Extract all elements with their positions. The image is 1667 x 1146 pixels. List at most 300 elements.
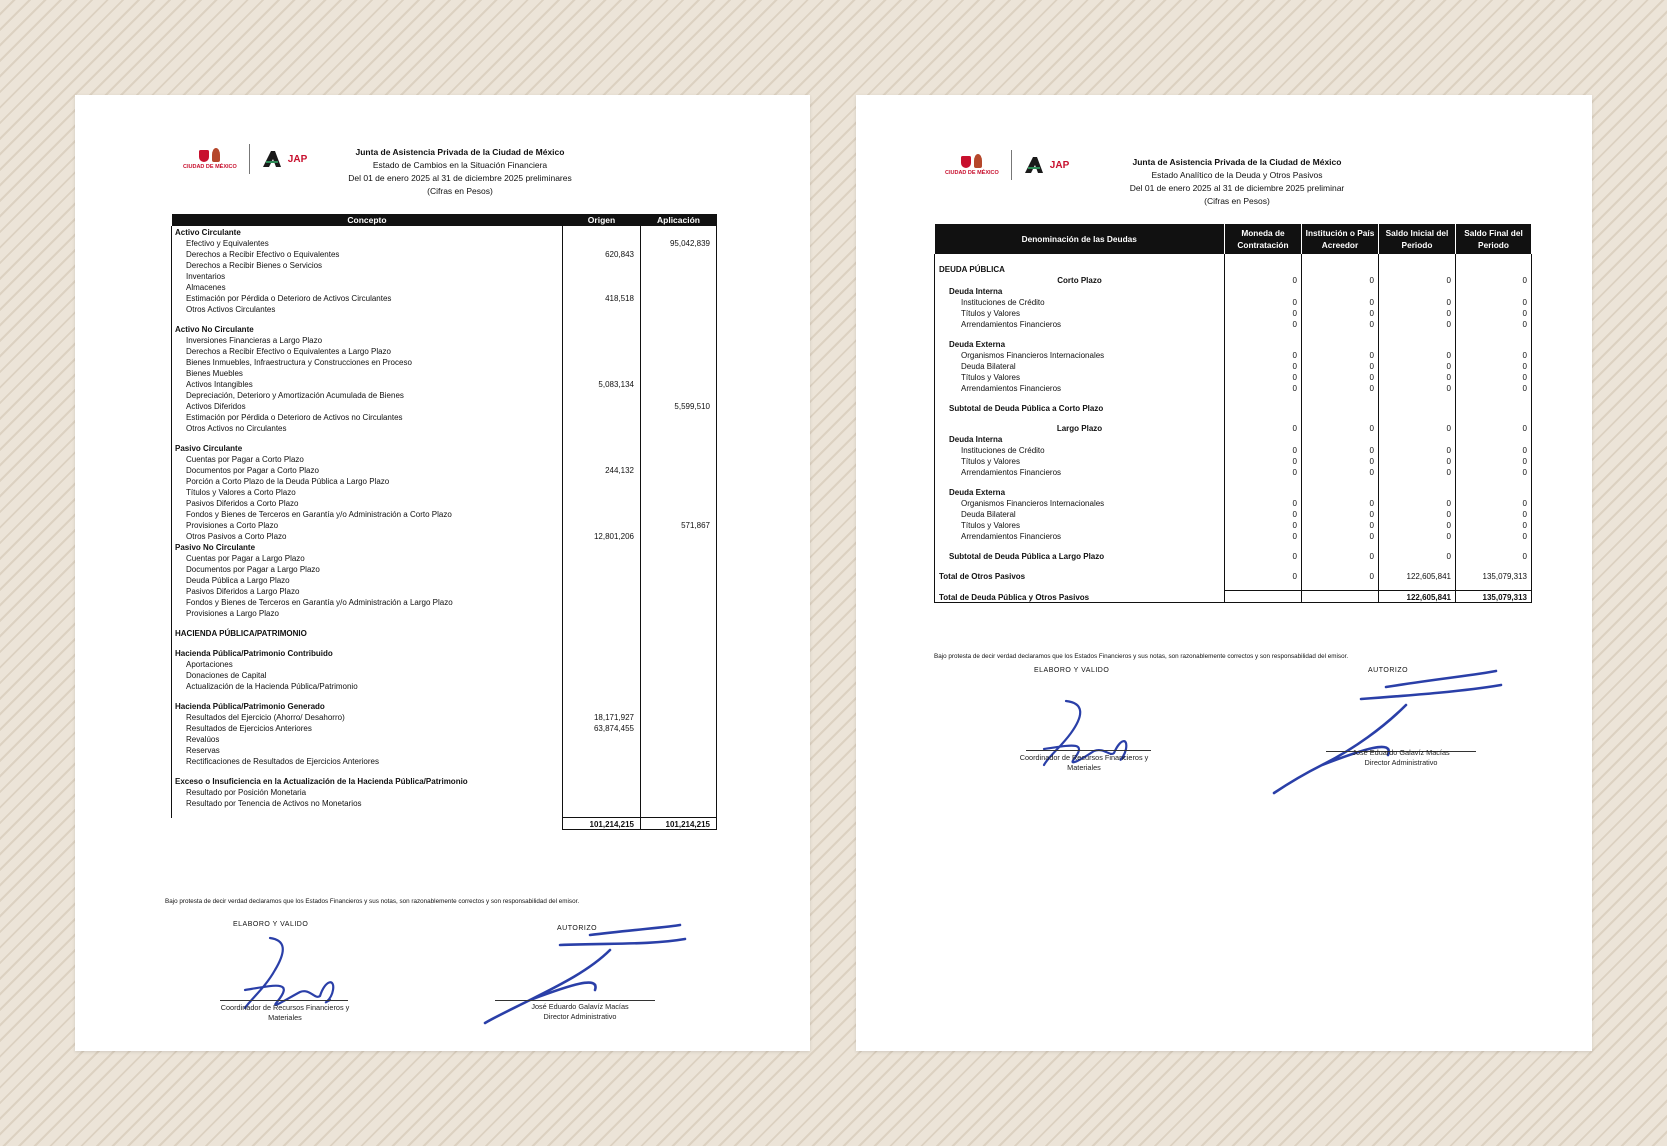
denomination-label: Organismos Financieros Internacionales [935, 349, 1225, 360]
gap-cell [172, 433, 563, 442]
origen-value [563, 596, 641, 607]
moneda-value [1225, 254, 1302, 263]
origen-value [563, 303, 641, 314]
saldo-final-value: 0 [1456, 318, 1532, 329]
origen-value [563, 237, 641, 248]
origen-value: 5,083,134 [563, 378, 641, 389]
saldo-inicial-value [1379, 263, 1456, 274]
origen-value [563, 389, 641, 400]
table-row [172, 596, 717, 607]
saldo-inicial-value [1379, 329, 1456, 338]
denomination-label: Subtotal de Deuda Pública a Corto Plazo [935, 402, 1225, 413]
concept-label: Resultado por Tenencia de Activos no Monetarios [172, 797, 563, 808]
gap-cell [641, 314, 717, 323]
signer-2-role: Director Administrativo [543, 1012, 617, 1021]
aplicacion-value [641, 786, 717, 797]
table-row [935, 519, 1532, 530]
aplicacion-value [641, 442, 717, 453]
signer-1-title-2-right: Materiales [1067, 763, 1101, 772]
aplicacion-value [641, 658, 717, 669]
saldo-inicial-value [1379, 402, 1456, 413]
section-heading: Activo No Circulante [172, 323, 563, 334]
signature-label-autorizo: AUTORIZO [557, 925, 598, 932]
signer-2-name [505, 1002, 655, 1022]
table-row [935, 254, 1532, 263]
saldo-final-value [1456, 329, 1532, 338]
institucion-value: 0 [1302, 508, 1379, 519]
table-row [935, 285, 1532, 296]
concept-label: Depreciación, Deterioro y Amortización Acumulada de Bienes [172, 389, 563, 400]
denomination-label: Títulos y Valores [935, 371, 1225, 382]
table-row [172, 464, 717, 475]
saldo-final-value: 135,079,313 [1456, 570, 1532, 581]
table-row [172, 433, 717, 442]
origen-value [563, 497, 641, 508]
table-row [935, 329, 1532, 338]
table-row [935, 274, 1532, 285]
moneda-value: 0 [1225, 318, 1302, 329]
denomination-label [935, 254, 1225, 263]
signature-label-autorizo-right: AUTORIZO [1368, 667, 1409, 674]
moneda-value: 0 [1225, 455, 1302, 466]
table-row [172, 669, 717, 680]
institucion-value [1302, 477, 1379, 486]
org-name: Junta de Asistencia Privada de la Ciudad de México [355, 147, 565, 157]
aplicacion-value [641, 248, 717, 259]
aplicacion-value [641, 530, 717, 541]
moneda-value [1225, 393, 1302, 402]
origen-value: 63,874,455 [563, 722, 641, 733]
cdmx-logo-text-right: CIUDAD DE MÉXICO [945, 170, 999, 176]
table-row [935, 444, 1532, 455]
concept-label: Derechos a Recibir Efectivo o Equivalentes a Largo Plazo [172, 345, 563, 356]
denomination-label: Deuda Interna [935, 285, 1225, 296]
gap-cell [641, 638, 717, 647]
saldo-inicial-value [1379, 433, 1456, 444]
concept-label: Cuentas por Pagar a Largo Plazo [172, 552, 563, 563]
origen-value [563, 552, 641, 563]
denomination-label [935, 541, 1225, 550]
saldo-final-value: 0 [1456, 349, 1532, 360]
saldo-inicial-value [1379, 486, 1456, 497]
origen-value [563, 323, 641, 334]
denomination-label: Deuda Interna [935, 433, 1225, 444]
moneda-value [1225, 477, 1302, 486]
origen-value [563, 647, 641, 658]
table-row [172, 552, 717, 563]
concept-label: Pasivos Diferidos a Corto Plazo [172, 497, 563, 508]
table-row [935, 591, 1532, 603]
table-row [935, 371, 1532, 382]
statement-title: Estado de Cambios en la Situación Financiera [372, 160, 548, 170]
denomination-label: Subtotal de Deuda Pública a Largo Plazo [935, 550, 1225, 561]
col-header-origen: Origen [563, 214, 641, 226]
table-row [172, 345, 717, 356]
table-row [172, 574, 717, 585]
concept-label: Títulos y Valores a Corto Plazo [172, 486, 563, 497]
moneda-value [1225, 263, 1302, 274]
aplicacion-value [641, 711, 717, 722]
saldo-final-value: 135,079,313 [1456, 591, 1532, 603]
denomination-label: Instituciones de Crédito [935, 296, 1225, 307]
saldo-final-value: 0 [1456, 360, 1532, 371]
denomination-label: Arrendamientos Financieros [935, 382, 1225, 393]
origen-value [563, 607, 641, 618]
saldo-inicial-value: 0 [1379, 360, 1456, 371]
signature-icon-4 [1266, 665, 1506, 795]
section-heading: Pasivo Circulante [172, 442, 563, 453]
table-row [172, 755, 717, 766]
table-row [935, 550, 1532, 561]
aplicacion-value [641, 508, 717, 519]
table-row [935, 413, 1532, 422]
denomination-label [935, 393, 1225, 402]
table-row [172, 711, 717, 722]
denomination-label [935, 329, 1225, 338]
concept-label: Inversiones Financieras a Largo Plazo [172, 334, 563, 345]
origen-value [563, 563, 641, 574]
saldo-final-value: 0 [1456, 422, 1532, 433]
origen-value: 18,171,927 [563, 711, 641, 722]
saldo-inicial-value: 0 [1379, 466, 1456, 477]
concept-label: Activos Intangibles [172, 378, 563, 389]
aplicacion-value [641, 464, 717, 475]
denomination-label: Títulos y Valores [935, 455, 1225, 466]
moneda-value [1225, 561, 1302, 570]
denomination-label: Títulos y Valores [935, 307, 1225, 318]
concept-label: Resultados de Ejercicios Anteriores [172, 722, 563, 733]
saldo-inicial-value: 0 [1379, 307, 1456, 318]
statement-units: (Cifras en Pesos) [427, 186, 493, 196]
saldo-inicial-value: 122,605,841 [1379, 591, 1456, 603]
denomination-label: Total de Otros Pasivos [935, 570, 1225, 581]
concept-label: Activos Diferidos [172, 400, 563, 411]
denomination-label: Organismos Financieros Internacionales [935, 497, 1225, 508]
saldo-inicial-value: 0 [1379, 550, 1456, 561]
aplicacion-value: 95,042,839 [641, 237, 717, 248]
table-row [935, 393, 1532, 402]
table-row [935, 307, 1532, 318]
table-row [935, 508, 1532, 519]
origen-value [563, 411, 641, 422]
concept-label: Provisiones a Corto Plazo [172, 519, 563, 530]
statement-title-right: Estado Analítico de la Deuda y Otros Pasivos [1151, 170, 1323, 180]
saldo-final-value: 0 [1456, 455, 1532, 466]
denomination-label [935, 561, 1225, 570]
table-row [935, 338, 1532, 349]
origen-value [563, 345, 641, 356]
gap-cell [641, 691, 717, 700]
table-row [172, 442, 717, 453]
concept-label: Resultados del Ejercicio (Ahorro/ Desahorro) [172, 711, 563, 722]
col-header-aplicacion: Aplicación [641, 214, 717, 226]
table-row [172, 700, 717, 711]
institucion-value [1302, 329, 1379, 338]
moneda-value [1225, 413, 1302, 422]
institucion-value [1302, 393, 1379, 402]
declaration-text: Bajo protesta de decir verdad declaramos que los Estados Financieros y sus notas, son razonablemente correctos y son responsabilidad del emisor. [165, 898, 580, 905]
signer-2-role-right: Director Administrativo [1364, 758, 1438, 767]
table-row [172, 627, 717, 638]
moneda-value: 0 [1225, 296, 1302, 307]
saldo-inicial-value [1379, 254, 1456, 263]
institucion-value: 0 [1302, 530, 1379, 541]
table-row [172, 314, 717, 323]
saldo-final-value [1456, 541, 1532, 550]
gap-cell [172, 638, 563, 647]
table-row [172, 563, 717, 574]
moneda-value: 0 [1225, 530, 1302, 541]
debt-statement-page-right [856, 95, 1592, 1051]
moneda-value [1225, 581, 1302, 591]
origen-value: 12,801,206 [563, 530, 641, 541]
totals-row [172, 818, 717, 830]
table-row [172, 541, 717, 552]
concept-label: Cuentas por Pagar a Corto Plazo [172, 453, 563, 464]
saldo-inicial-value [1379, 338, 1456, 349]
gap-cell [172, 691, 563, 700]
gap-cell [563, 433, 641, 442]
table-row [172, 453, 717, 464]
origen-value: 418,518 [563, 292, 641, 303]
total-origen: 101,214,215 [563, 818, 641, 830]
concept-label: Porción a Corto Plazo de la Deuda Pública a Largo Plazo [172, 475, 563, 486]
institucion-value: 0 [1302, 519, 1379, 530]
origen-value [563, 658, 641, 669]
origen-value [563, 400, 641, 411]
institucion-value: 0 [1302, 455, 1379, 466]
saldo-inicial-value: 0 [1379, 318, 1456, 329]
table-row [935, 402, 1532, 413]
concept-label: Efectivo y Equivalentes [172, 237, 563, 248]
aplicacion-value [641, 281, 717, 292]
origen-value [563, 797, 641, 808]
saldo-inicial-value [1379, 541, 1456, 550]
denomination-label: Deuda Externa [935, 338, 1225, 349]
header-logos [183, 144, 307, 174]
table-row [172, 281, 717, 292]
origen-value [563, 367, 641, 378]
aplicacion-value [641, 680, 717, 691]
table-row [935, 497, 1532, 508]
concept-label: Fondos y Bienes de Terceros en Garantía y/o Administración a Corto Plazo [172, 508, 563, 519]
col-header-denominacion: Denominación de las Deudas [935, 224, 1225, 254]
aplicacion-value [641, 378, 717, 389]
aplicacion-value [641, 497, 717, 508]
institucion-value: 0 [1302, 318, 1379, 329]
table-row [172, 378, 717, 389]
statement-period: Del 01 de enero 2025 al 31 de diciembre 2025 preliminares [348, 173, 572, 183]
concept-label: Deuda Pública a Largo Plazo [172, 574, 563, 585]
table-row [935, 318, 1532, 329]
aplicacion-value [641, 422, 717, 433]
signer-2-fullname-right: José Eduardo Galavíz Macías [1352, 748, 1450, 757]
aplicacion-value [641, 303, 717, 314]
moneda-value: 0 [1225, 508, 1302, 519]
saldo-inicial-value: 0 [1379, 274, 1456, 285]
table-row [172, 775, 717, 786]
concept-label: Documentos por Pagar a Corto Plazo [172, 464, 563, 475]
header-logos-right [945, 150, 1069, 180]
saldo-final-value: 0 [1456, 519, 1532, 530]
concept-label: Donaciones de Capital [172, 669, 563, 680]
aplicacion-value [641, 292, 717, 303]
institucion-value [1302, 285, 1379, 296]
moneda-value: 0 [1225, 570, 1302, 581]
statement-header-right [1092, 156, 1382, 208]
aplicacion-value [641, 797, 717, 808]
moneda-value: 0 [1225, 274, 1302, 285]
jap-logo-icon [262, 150, 282, 168]
moneda-value: 0 [1225, 307, 1302, 318]
table-row [935, 561, 1532, 570]
gap-cell [563, 808, 641, 818]
moneda-value [1225, 591, 1302, 603]
institucion-value: 0 [1302, 466, 1379, 477]
statement-period-right: Del 01 de enero 2025 al 31 de diciembre 2025 preliminar [1129, 183, 1345, 193]
saldo-final-value [1456, 254, 1532, 263]
origen-value [563, 259, 641, 270]
section-heading: Pasivo No Circulante [172, 541, 563, 552]
table-row [172, 585, 717, 596]
origen-value [563, 669, 641, 680]
concept-label: Otros Activos Circulantes [172, 303, 563, 314]
moneda-value: 0 [1225, 466, 1302, 477]
table-row [172, 367, 717, 378]
section-heading: Activo Circulante [172, 226, 563, 237]
jap-logo-text-right: JAP [1049, 159, 1070, 171]
financial-statement-page-left [75, 95, 810, 1051]
table-row [172, 786, 717, 797]
aplicacion-value [641, 647, 717, 658]
gap-cell [641, 766, 717, 775]
table-row [172, 658, 717, 669]
concept-label: Otros Activos no Circulantes [172, 422, 563, 433]
saldo-inicial-value: 0 [1379, 382, 1456, 393]
table-row [172, 744, 717, 755]
aplicacion-value [641, 627, 717, 638]
table-row [935, 422, 1532, 433]
institucion-value [1302, 581, 1379, 591]
aplicacion-value [641, 334, 717, 345]
concept-label: Reservas [172, 744, 563, 755]
gap-cell [641, 433, 717, 442]
concept-label: Derechos a Recibir Bienes o Servicios [172, 259, 563, 270]
denomination-label: Arrendamientos Financieros [935, 318, 1225, 329]
moneda-value [1225, 402, 1302, 413]
aplicacion-value [641, 755, 717, 766]
aplicacion-value [641, 574, 717, 585]
table-row [172, 475, 717, 486]
jap-logo-text: JAP [287, 153, 308, 165]
origen-value [563, 475, 641, 486]
origen-value [563, 775, 641, 786]
section-heading: Hacienda Pública/Patrimonio Contribuido [172, 647, 563, 658]
moneda-value: 0 [1225, 360, 1302, 371]
concept-label: Aportaciones [172, 658, 563, 669]
moneda-value: 0 [1225, 371, 1302, 382]
origen-value [563, 486, 641, 497]
table-row [172, 356, 717, 367]
gap-cell [563, 638, 641, 647]
institucion-value [1302, 541, 1379, 550]
denomination-label: Deuda Bilateral [935, 360, 1225, 371]
saldo-final-value: 0 [1456, 497, 1532, 508]
denomination-label [935, 581, 1225, 591]
table-row [172, 400, 717, 411]
origen-value [563, 755, 641, 766]
aplicacion-value [641, 585, 717, 596]
total-aplicacion: 101,214,215 [641, 818, 717, 830]
table-row [172, 486, 717, 497]
denomination-label: Títulos y Valores [935, 519, 1225, 530]
concept-label: Actualización de la Hacienda Pública/Patrimonio [172, 680, 563, 691]
aplicacion-value [641, 345, 717, 356]
saldo-final-value: 0 [1456, 466, 1532, 477]
aplicacion-value [641, 486, 717, 497]
table-row [935, 541, 1532, 550]
origen-value [563, 270, 641, 281]
saldo-inicial-value [1379, 413, 1456, 422]
saldo-inicial-value [1379, 561, 1456, 570]
moneda-value: 0 [1225, 497, 1302, 508]
saldo-inicial-value [1379, 393, 1456, 402]
saldo-inicial-value: 0 [1379, 296, 1456, 307]
table-row [172, 638, 717, 647]
institucion-value: 0 [1302, 296, 1379, 307]
jap-logo-icon [1024, 156, 1044, 174]
origen-value [563, 422, 641, 433]
col-header-saldo-final: Saldo Final del Periodo [1456, 224, 1532, 254]
origen-value [563, 226, 641, 237]
table-row [935, 486, 1532, 497]
aplicacion-value [641, 226, 717, 237]
aplicacion-value [641, 541, 717, 552]
signer-1-title: Coordinador de Recursos Financieros y [220, 1003, 350, 1012]
concept-label: Provisiones a Largo Plazo [172, 607, 563, 618]
denomination-label [935, 413, 1225, 422]
table-row [172, 808, 717, 818]
table-row [935, 296, 1532, 307]
aplicacion-value [641, 453, 717, 464]
origen-value [563, 627, 641, 638]
institucion-value: 0 [1302, 274, 1379, 285]
concept-label: Estimación por Pérdida o Deterioro de Activos no Circulantes [172, 411, 563, 422]
aplicacion-value [641, 669, 717, 680]
institucion-value [1302, 561, 1379, 570]
saldo-final-value [1456, 338, 1532, 349]
origen-value [563, 281, 641, 292]
saldo-final-value [1456, 477, 1532, 486]
saldo-final-value: 0 [1456, 307, 1532, 318]
institucion-value: 0 [1302, 422, 1379, 433]
denomination-label: Deuda Bilateral [935, 508, 1225, 519]
saldo-final-value: 0 [1456, 550, 1532, 561]
saldo-inicial-value: 0 [1379, 519, 1456, 530]
institucion-value [1302, 433, 1379, 444]
table-row [935, 455, 1532, 466]
signer-2-fullname: José Eduardo Galavíz Macías [531, 1002, 629, 1011]
table-row [935, 382, 1532, 393]
col-header-saldo-inicial: Saldo Inicial del Periodo [1379, 224, 1456, 254]
institucion-value: 0 [1302, 360, 1379, 371]
table-row [172, 680, 717, 691]
table-row [172, 722, 717, 733]
denomination-label: Largo Plazo [935, 422, 1225, 433]
aplicacion-value [641, 700, 717, 711]
table-row [172, 389, 717, 400]
gap-cell [563, 314, 641, 323]
